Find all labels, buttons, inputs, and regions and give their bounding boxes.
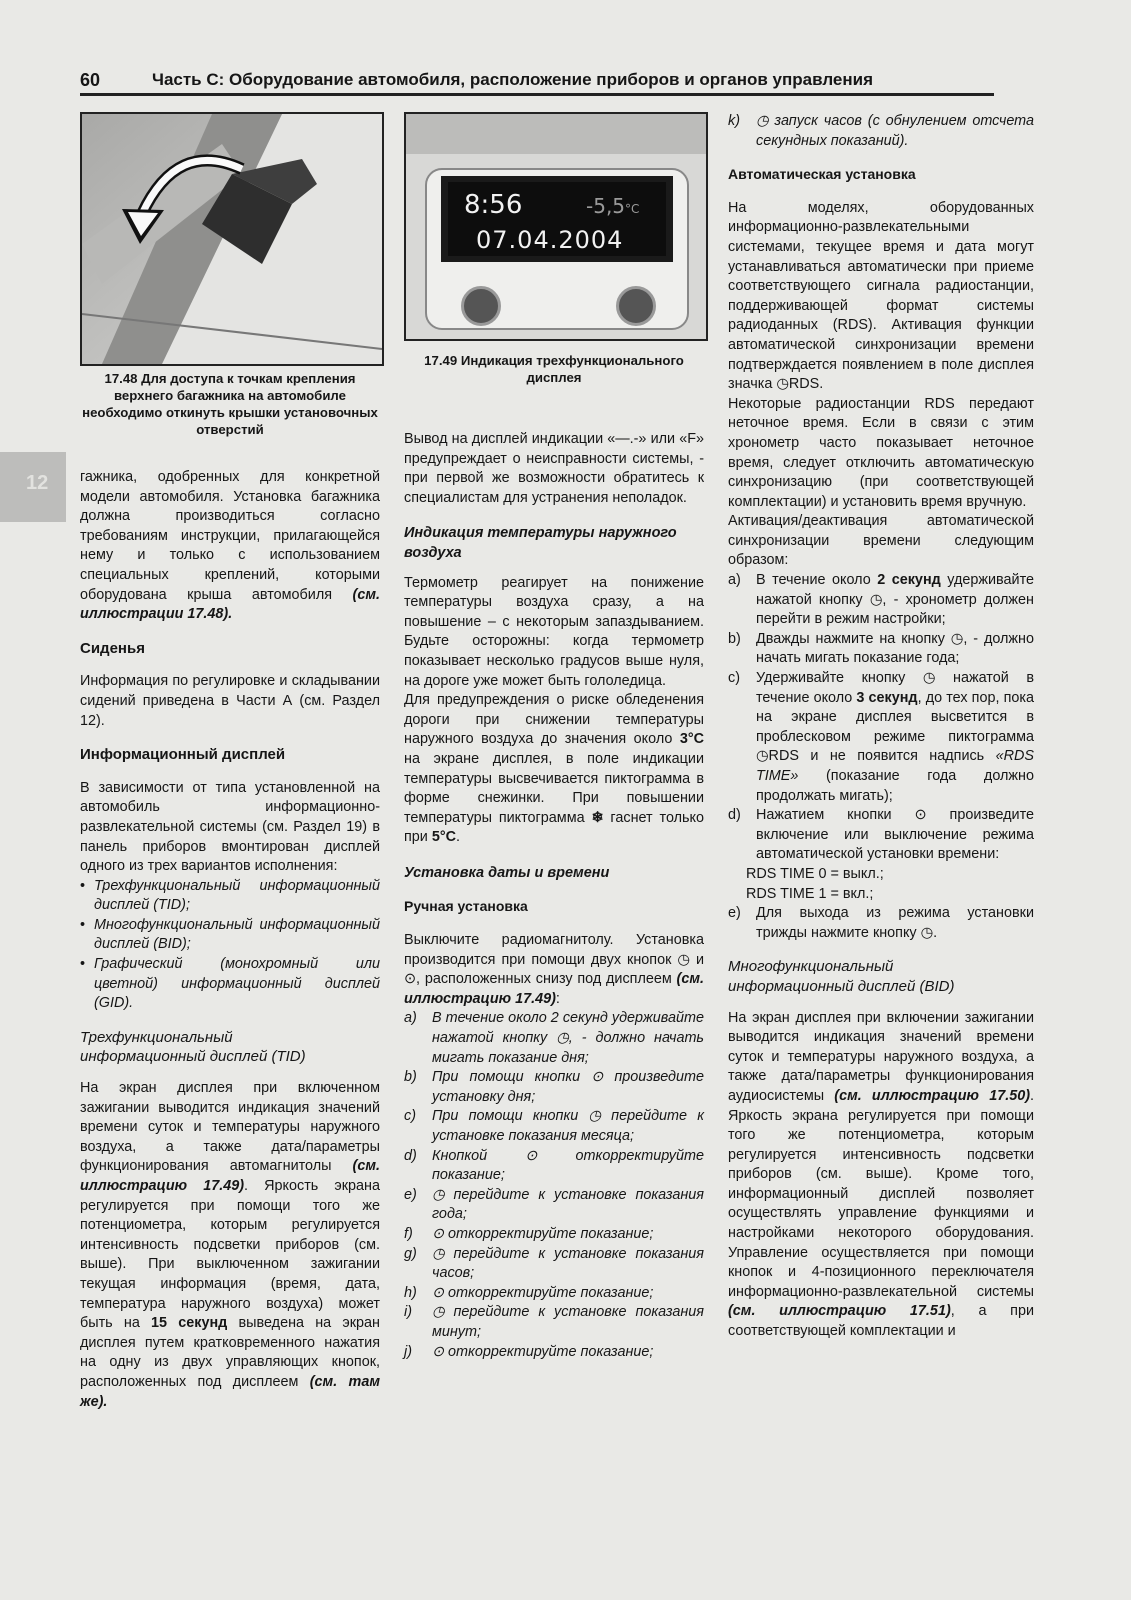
list-item: f) ⊙ откорректируйте показание; [404, 1225, 654, 1242]
paragraph-info-display: В зависимости от типа установленной на автомобиль информационно-развлекательной системы (см. Раздел 19) в панель приборов вмонтирован дисплей одного из трех вариантов исполнения: [80, 779, 380, 875]
figure-17-49-photo [404, 112, 708, 341]
column-2 [404, 430, 704, 1362]
paragraph-roof-rack: гажника, одобренных для конкретной модели автомобиля. Установка багажника должна производиться согласно требованиям инструкции, прилагающейся нему и только с использованием специальных креплений, которыми оборудована крыша автомобиля (см. иллюстрации 17.48). [80, 469, 380, 623]
paragraph-auto-1: На моделях, оборудованных информационно-развлекательными системами, текущее время и дата могут устанавливаться автоматически при приеме соответствующего сигнала радиостанции, поддерживающей формат системы радиоданных (RDS). Активация функции автоматической синхронизации времени подтверждается появлением в поле дисплея значка ◷RDS. [728, 199, 1034, 393]
heading-outside-temperature: Индикация температуры наружного воздуха [404, 525, 677, 561]
heading-bid: Многофункциональный информационный дисплей (BID) [728, 958, 955, 995]
roof-rack-cover-illustration [82, 114, 382, 364]
list-item: • Графический (монохромный или цветной) информационный дисплей (GID). [80, 955, 380, 1014]
chapter-thumb-tab [0, 452, 66, 522]
list-item: e) Для выхода из режима установки трижды нажмите кнопку ◷. [728, 905, 1034, 941]
column-1 [80, 468, 380, 1412]
heading-date-time: Установка даты и времени [404, 864, 610, 881]
running-header-title: Часть С: Оборудование автомобиля, расположение приборов и органов управления [152, 70, 873, 89]
display-time: 8:56 [464, 190, 523, 220]
display-temperature [586, 194, 639, 218]
list-item: d) Кнопкой ⊙ откорректируйте показание; [404, 1147, 704, 1184]
page-number: 60 [80, 70, 101, 90]
paragraph-bid: На экран дисплея при включении зажигании выводится индикация значений времени суток и температуры наружного воздуха, а также дата/параметры функционирования аудиосистемы (см. иллюстрацию 17.50). Яркость экрана регулируется при помощи того же потенциометра, которым регулируется интенсивность подсветки приборов (см. выше). Кроме того, информационный дисплей позволяет осуществлять управление функциями и настройками некоторого оборудования. Управление осуществляется при помощи кнопок и 4-позиционного переключателя информационно-развлекательной системы (см. иллюстрацию 17.51), а при соответствующей комплектации и [728, 1009, 1034, 1340]
list-item: • Многофункциональный информационный дисплей (BID); [80, 916, 380, 955]
heading-seats: Сиденья [80, 639, 145, 657]
display-temperature-value: -5,5 [586, 194, 626, 218]
heading-manual-setting: Ручная установка [404, 898, 528, 915]
figure-17-48-caption: 17.48 Для доступа к точкам крепления верхнего багажника на автомобиле необходимо откинуть крышки установочных отверстий [82, 371, 378, 437]
paragraph-seats: Информация по регулировке и складывании сидений приведена в Части А (см. Раздел 12). [80, 673, 380, 729]
set-button[interactable] [616, 286, 656, 326]
running-header [80, 70, 994, 94]
paragraph-manual: Выключите радиомагнитолу. Установка производится при помощи двух кнопок ◷ и ⊙, расположенных снизу под дисплеем (см. иллюстрацию 17.49): [404, 932, 704, 1007]
display-temperature-unit: °C [625, 202, 640, 216]
list-item: d) Нажатием кнопки ⊙ произведите включение или выключение режима автоматической установки времени: [728, 807, 1034, 863]
figure-17-49-caption: 17.49 Индикация трехфункционального дисплея [424, 353, 684, 385]
paragraph-auto-3: Активация/деактивация автоматической синхронизации времени следующим образом: [728, 513, 1034, 569]
rds-time-1: RDS TIME 1 = вкл.; [746, 885, 874, 902]
manual-steps-continued [728, 112, 1034, 151]
paragraph-temperature-1: Термометр реагирует на понижение температуры воздуха сразу, а на повышение – с некоторым запаздыванием. Будьте осторожны: когда термометр показывает несколько градусов выше нуля, на дороге уже может быть гололедица. [404, 574, 704, 689]
list-item: • Трехфункциональный информационный дисплей (TID); [80, 877, 380, 916]
paragraph-temperature-2: Для предупреждения о риске обледенения дороги при снижении температуры наружного воздуха до значения около 3°С на экране дисплея, в поле индикации температуры высвечивается пиктограмма в форме снежинки. При повышении температуры пиктограмма ❄ гаснет только при 5°С. [404, 692, 704, 846]
snowflake-icon: ❄ [591, 809, 604, 826]
list-item: j) ⊙ откорректируйте показание; [404, 1343, 654, 1360]
figure-17-48-photo [80, 112, 384, 366]
list-item: c) При помощи кнопки ◷ перейдите к установке показания месяца; [404, 1108, 704, 1144]
list-item: h) ⊙ откорректируйте показание; [404, 1284, 654, 1301]
display-variants-list [80, 877, 380, 1014]
list-item: b) Дважды нажмите на кнопку ◷, - должно начать мигать показание года; [728, 630, 1034, 667]
header-rule [80, 93, 994, 96]
heading-info-display: Информационный дисплей [80, 746, 286, 764]
paragraph-fault: Вывод на дисплей индикации «—.-» или «F» предупреждает о неисправности системы, - при первой же возможности обратитесь к специалистам для устранения неполадок. [404, 431, 704, 506]
auto-steps-list [728, 571, 1034, 865]
auto-steps-list-end [728, 904, 1034, 943]
manual-steps-list [404, 1009, 704, 1362]
display-date: 07.04.2004 [476, 226, 624, 254]
list-item: g) ◷ перейдите к установке показания часов; [404, 1245, 704, 1282]
list-item: e) ◷ перейдите к установке показания года; [404, 1186, 704, 1223]
list-item: a) В течение около 2 секунд удерживайте нажатой кнопку ◷, - должно начать мигать показание дня; [404, 1010, 704, 1066]
heading-auto-setting: Автоматическая установка [728, 166, 916, 183]
list-item: a) В течение около 2 секунд удерживайте нажатой кнопку ◷, - хронометр должен перейти в режим настройки; [728, 572, 1035, 628]
chapter-thumb-tab-number: 12 [26, 472, 49, 494]
rds-time-0: RDS TIME 0 = выкл.; [746, 865, 884, 882]
list-item: b) При помощи кнопки ⊙ произведите установку дня; [404, 1069, 704, 1105]
clock-button[interactable] [461, 286, 501, 326]
list-item: k) ◷ запуск часов (с обнулением отсчета секундных показаний). [728, 113, 1034, 149]
paragraph-tid: На экран дисплея при включенном зажигании выводится индикация значений времени суток и температуры наружного воздуха, а также дата/параметры функционирования автомагнитолы (см. иллюстрацию 17.49). Яркость экрана регулируется при помощи того же потенциометра, которым регулируется интенсивность подсветки приборов (см. выше). При выключенном зажигании текущая информация (время, дата, температура наружного воздуха) может быть на 15 секунд выведена на экран дисплея путем кратковременного нажатия на одну из двух управляющих кнопок, расположенных под дисплеем (см. там же). [80, 1080, 381, 1410]
column-3 [728, 112, 1034, 1342]
paragraph-auto-2: Некоторые радиостанции RDS передают неточное время. Если в связи с этим хронометр часто показывает неточное время, следует отключить автоматическую синхронизацию (при соответствующей комплектации) и установить время вручную. [728, 395, 1034, 510]
heading-tid: Трехфункциональный информационный дисплей (TID) [80, 1028, 306, 1066]
list-item: i) ◷ перейдите к установке показания минут; [404, 1304, 704, 1340]
list-item: c) Удерживайте кнопку ◷ нажатой в течение около 3 секунд, до тех пор, пока на экране дисплея высветится в проблесковом режиме пиктограмма ◷RDS и не появится надпись «RDS TIME» (показание года должно продолжать мигать); [728, 670, 1034, 804]
